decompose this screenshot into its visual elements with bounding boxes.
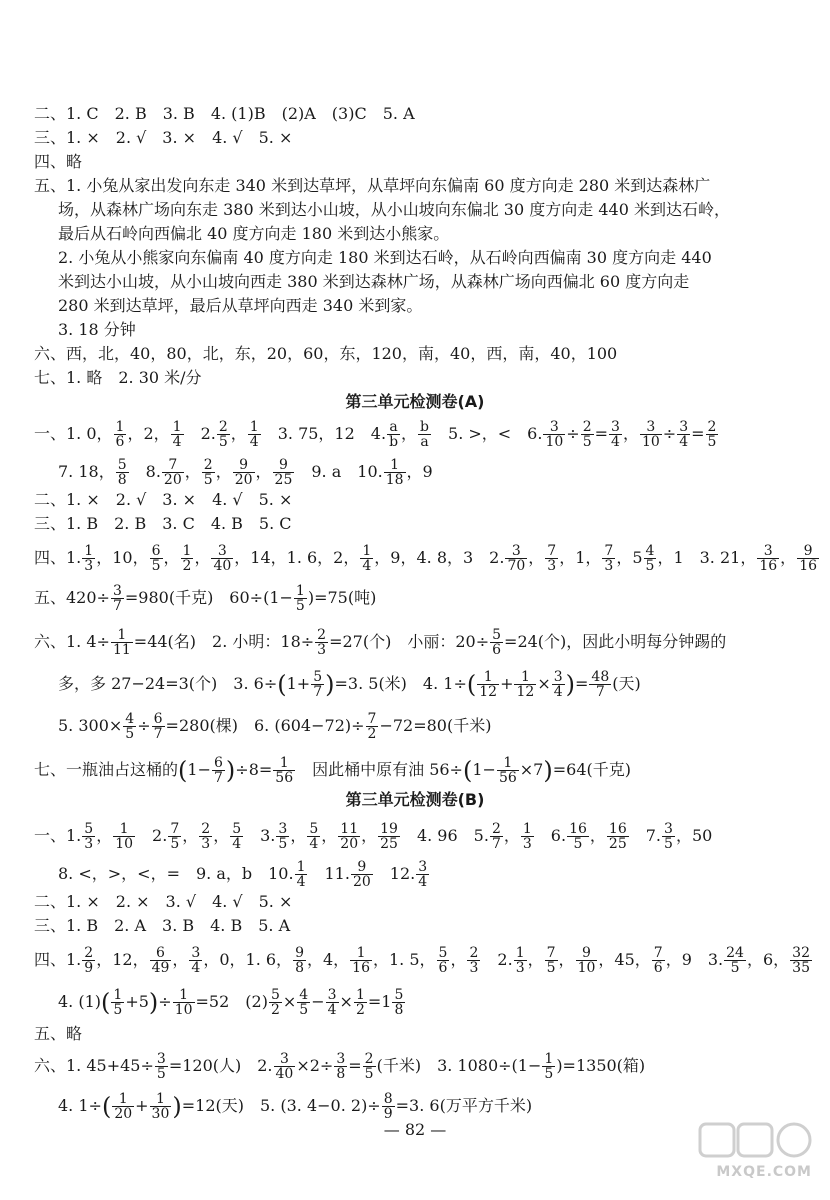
fraction: $\frac{7}{6}$ [653,945,663,976]
answer-line-fractions: 四、1. $\frac{1}{3}$ ，10， $\frac{6}{5}$ ， $\frac{1}{2}$ ， $\frac{3}{40}$ ，14，1. 6，2， $\frac{1}{4}$ ，9，4. 8，3 2. $\frac{3}{70}$ ， $\frac{7}{3}$ ，1， $\frac{7}{3}$ ，5 $\frac{4}{5}$ ，1 3. 21， $\frac{3}{16}$ ， $\frac{9}{16}$ [34,543,818,574]
fraction: $\frac{7}{5}$ [170,821,180,852]
answer-line: 3. 18 分钟 [58,320,136,339]
fraction: $\frac{5}{2}$ [270,987,280,1018]
fraction: $\frac{1}{5}$ [544,1051,554,1082]
answer-line: 三、1. B 2. A 3. B 4. B 5. A [34,916,291,935]
answer-line-fractions: 一、1. 0， $\frac{1}{6}$ ，2， $\frac{1}{4}$ 2. $\frac{2}{5}$ ， $\frac{1}{4}$ 3. 75，12 4. $\frac{a}{b}$ ， $\frac{b}{a}$ 5. >，< 6. $\frac{3}{10}$ ÷ $\frac{2}{5}$ = $\frac{3}{4}$ ， $\frac{3}{10}$ ÷ $\frac{3}{4}$ = $\frac{2}{5}$ [34,419,717,450]
fraction: $\frac{7}{3}$ [547,543,557,574]
answer-line: 六、西，北，40，80，北，东，20，60，东，120，南，40，西，南，40，100 [34,344,618,363]
fraction: $\frac{48}{7}$ [591,669,610,700]
answer-line: 最后从石岭向西偏北 40 度方向走 180 米到达小熊家。 [58,224,450,243]
fraction: $\frac{7}{20}$ [163,457,182,488]
fraction: $\frac{1}{4}$ [249,419,259,450]
fraction: $\frac{1}{12}$ [479,669,498,700]
fraction: $\frac{9}{25}$ [274,457,293,488]
fraction: $\frac{9}{20}$ [234,457,253,488]
fraction: $\frac{1}{56}$ [275,755,294,786]
answer-line-fractions: 六、1. 4÷ $\frac{1}{11}$ =44(名) 2. 小明：18÷ $\frac{2}{3}$ =27(个) 小丽：20÷ $\frac{5}{6}$ =24(个)，因此小明每分钟踢的 [34,627,727,658]
fraction: $\frac{1}{3}$ [515,945,525,976]
fraction: $\frac{3}{4}$ [553,669,563,700]
answer-line-fractions: 七、一瓶油占这桶的(1− $\frac{6}{7}$ )÷8= $\frac{1}{56}$ 因此桶中原有油 56÷(1− $\frac{1}{56}$ ×7)=64(千克) [34,755,631,786]
fraction: $\frac{3}{4}$ [191,945,201,976]
fraction: $\frac{9}{16}$ [799,543,818,574]
fraction: $\frac{1}{4}$ [172,419,182,450]
fraction: $\frac{3}{4}$ [679,419,689,450]
fraction: $\frac{2}{3}$ [201,821,211,852]
answer-line: 二、1. C 2. B 3. B 4. (1)B (2)A (3)C 5. A [34,104,415,123]
page-number: — 82 — [383,1120,447,1139]
fraction: $\frac{6}{49}$ [151,945,170,976]
fraction: $\frac{6}{5}$ [151,543,161,574]
fraction: $\frac{16}{5}$ [569,821,587,852]
fraction: $\frac{5}{4}$ [309,821,319,852]
fraction: $\frac{9}{20}$ [352,859,371,890]
section-title-a: 第三单元检测卷(A) [345,392,485,411]
fraction: $\frac{1}{20}$ [114,1091,133,1122]
fraction: $\frac{1}{3}$ [84,543,94,574]
watermark-site: MXQE.COM [716,1164,812,1180]
fraction: $\frac{3}{70}$ [507,543,526,574]
fraction: $\frac{1}{11}$ [112,627,131,658]
fraction: $\frac{2}{5}$ [218,419,228,450]
fraction: $\frac{5}{6}$ [492,627,502,658]
fraction: $\frac{2}{5}$ [707,419,717,450]
section-title-b: 第三单元检测卷(B) [345,790,485,809]
fraction: $\frac{2}{3}$ [469,945,479,976]
fraction: $\frac{2}{7}$ [491,821,501,852]
fraction: $\frac{3}{10}$ [545,419,564,450]
fraction: $\frac{3}{5}$ [278,821,288,852]
fraction: $\frac{3}{4}$ [611,419,620,450]
fraction: $\frac{7}{5}$ [546,945,556,976]
fraction: $\frac{7}{2}$ [367,711,377,742]
answer-line: 三、1. × 2. √ 3. × 4. √ 5. × [34,128,293,147]
fraction: $\frac{9}{8}$ [295,945,304,976]
fraction: $\frac{2}{5}$ [203,457,213,488]
fraction: $\frac{1}{56}$ [498,755,517,786]
fraction: $\frac{2}{5}$ [364,1051,374,1082]
fraction: $\frac{4}{5}$ [125,711,135,742]
fraction: $\frac{5}{6}$ [438,945,448,976]
answer-line: 二、1. × 2. √ 3. × 4. √ 5. × [34,490,293,509]
answer-line: 场，从森林广场向东走 380 米到达小山坡，从小山坡向东偏北 30 度方向走 440 米到达石岭， [58,200,730,219]
fraction: $\frac{1}{10}$ [115,821,134,852]
answer-line-fractions: 4. (1)( $\frac{1}{5}$ +5)÷ $\frac{1}{10}$ =52 (2) $\frac{5}{2}$ × $\frac{4}{5}$ − $\frac{3}{4}$ × $\frac{1}{2}$ =1 $\frac{5}{8}$ [58,987,404,1018]
fraction: $\frac{5}{8}$ [117,457,127,488]
fraction: $\frac{1}{4}$ [296,859,306,890]
answer-line-fractions: 5. 300× $\frac{4}{5}$ ÷ $\frac{6}{7}$ =280(棵) 6. (604−72)÷ $\frac{7}{2}$ −72=80(千米) [58,711,492,742]
fraction: $\frac{19}{25}$ [380,821,398,852]
fraction: $\frac{3}{4}$ [327,987,337,1018]
answer-line-fractions: 一、1. $\frac{5}{3}$ ， $\frac{1}{10}$ 2. $\frac{7}{5}$ ， $\frac{2}{3}$ ， $\frac{5}{4}$ 3. $\frac{3}{5}$ ， $\frac{5}{4}$ ， $\frac{11}{20}$ ， $\frac{19}{25}$ 4. 96 5. $\frac{2}{7}$ ， $\frac{1}{3}$ 6. $\frac{16}{5}$ ， $\frac{16}{25}$ 7. $\frac{3}{5}$ ，50 [34,821,713,852]
fraction: $\frac{1}{6}$ [115,419,125,450]
fraction: $\frac{3}{40}$ [275,1051,294,1082]
answer-line-fractions: 4. 1÷( $\frac{1}{20}$ + $\frac{1}{30}$ )=12(天) 5. (3. 4−0. 2)÷ $\frac{8}{9}$ =3. 6(万平方千米) [58,1091,533,1122]
fraction: $\frac{3}{5}$ [156,1051,166,1082]
fraction: $\frac{3}{40}$ [213,543,232,574]
answer-line-fractions: 多，多 27−24=3(个) 3. 6÷(1+ $\frac{5}{7}$ )=3. 5(米) 4. 1÷( $\frac{1}{12}$ + $\frac{1}{12}$ × $\frac{3}{4}$ )= $\frac{48}{7}$ (天) [58,669,641,700]
fraction: $\frac{5}{3}$ [84,821,94,852]
fraction: $\frac{16}{25}$ [608,821,627,852]
fraction: $\frac{3}{7}$ [112,583,122,614]
fraction: $\frac{3}{5}$ [664,821,673,852]
answer-line-fractions: 7. 18， $\frac{5}{8}$ 8. $\frac{7}{20}$ ， $\frac{2}{5}$ ， $\frac{9}{20}$ ， $\frac{9}{25}$ 9. a 10. $\frac{1}{18}$ ，9 [58,457,433,488]
fraction: $\frac{7}{3}$ [604,543,614,574]
fraction: $\frac{5}{8}$ [394,987,404,1018]
fraction: $\frac{1}{16}$ [352,945,370,976]
fraction: $\frac{4}{5}$ [299,987,309,1018]
answer-line: 2. 小兔从小熊家向东偏南 40 度方向走 180 米到达石岭，从石岭向西偏南 30 度方向走 440 [58,248,712,267]
fraction: $\frac{a}{b}$ [389,419,399,450]
fraction: $\frac{11}{20}$ [340,821,359,852]
fraction: $\frac{1}{4}$ [362,543,372,574]
fraction: $\frac{1}{2}$ [355,987,365,1018]
fraction: $\frac{1}{18}$ [385,457,404,488]
answer-line: 二、1. × 2. × 3. √ 4. √ 5. × [34,892,293,911]
fraction: $\frac{32}{35}$ [792,945,810,976]
fraction: $\frac{3}{10}$ [641,419,660,450]
fraction: $\frac{1}{3}$ [522,821,532,852]
watermark-logo-icon [696,1120,816,1160]
answer-line-fractions: 五、420÷ $\frac{3}{7}$ =980(千克) 60÷(1− $\frac{1}{5}$ )=75(吨) [34,583,377,614]
fraction: $\frac{2}{3}$ [317,627,327,658]
fraction: $\frac{6}{7}$ [153,711,163,742]
fraction: $\frac{3}{16}$ [759,543,778,574]
watermark [696,1120,816,1180]
fraction: $\frac{3}{4}$ [418,859,428,890]
fraction: $\frac{1}{10}$ [174,987,193,1018]
fraction: $\frac{9}{10}$ [577,945,596,976]
answer-line: 五、1. 小兔从家出发向东走 340 米到达草坪，从草坪向东偏南 60 度方向走 280 米到达森林广 [34,176,711,195]
fraction: $\frac{3}{8}$ [336,1051,346,1082]
fraction: $\frac{2}{9}$ [84,945,94,976]
answer-line: 七、1. 略 2. 30 米/分 [34,368,202,387]
fraction: $\frac{5}{4}$ [232,821,242,852]
answer-line-fractions: 六、1. 45+45÷ $\frac{3}{5}$ =120(人) 2. $\frac{3}{40}$ ×2÷ $\frac{3}{8}$ = $\frac{2}{5}$ (千米) 3. 1080÷(1− $\frac{1}{5}$ )=1350(箱) [34,1051,646,1082]
fraction: $\frac{8}{9}$ [383,1091,393,1122]
fraction: $\frac{24}{5}$ [726,945,744,976]
fraction: $\frac{1}{5}$ [113,987,123,1018]
fraction: $\frac{5}{7}$ [313,669,323,700]
answer-line-fractions: 8. <，>，<，= 9. a，b 10. $\frac{1}{4}$ 11. $\frac{9}{20}$ 12. $\frac{3}{4}$ [58,859,428,890]
fraction: $\frac{1}{2}$ [182,543,192,574]
fraction: $\frac{1}{5}$ [295,583,305,614]
answer-line: 米到达小山坡，从小山坡向西走 380 米到达森林广场，从森林广场向西偏北 60 度方向走 [58,272,690,291]
answer-line-fractions: 四、1. $\frac{2}{9}$ ，12， $\frac{6}{49}$ ， $\frac{3}{4}$ ，0，1. 6， $\frac{9}{8}$ ，4， $\frac{1}{16}$ ，1. 5， $\frac{5}{6}$ ， $\frac{2}{3}$ 2. $\frac{1}{3}$ ， $\frac{7}{5}$ ， $\frac{9}{10}$ ，45， $\frac{7}{6}$ ，9 3. $\frac{24}{5}$ ，6， $\frac{32}{35}$ [34,945,810,976]
fraction: $\frac{b}{a}$ [420,419,430,450]
fraction: $\frac{1}{12}$ [516,669,535,700]
answer-line: 280 米到达草坪，最后从草坪向西走 340 米到家。 [58,296,423,315]
fraction: $\frac{6}{7}$ [213,755,223,786]
fraction: $\frac{2}{5}$ [582,419,592,450]
fraction: $\frac{4}{5}$ [645,543,655,574]
fraction: $\frac{1}{30}$ [151,1091,170,1122]
answer-line: 四、略 [34,152,83,171]
answer-line: 三、1. B 2. B 3. C 4. B 5. C [34,514,292,533]
answer-line: 五、略 [34,1024,83,1043]
